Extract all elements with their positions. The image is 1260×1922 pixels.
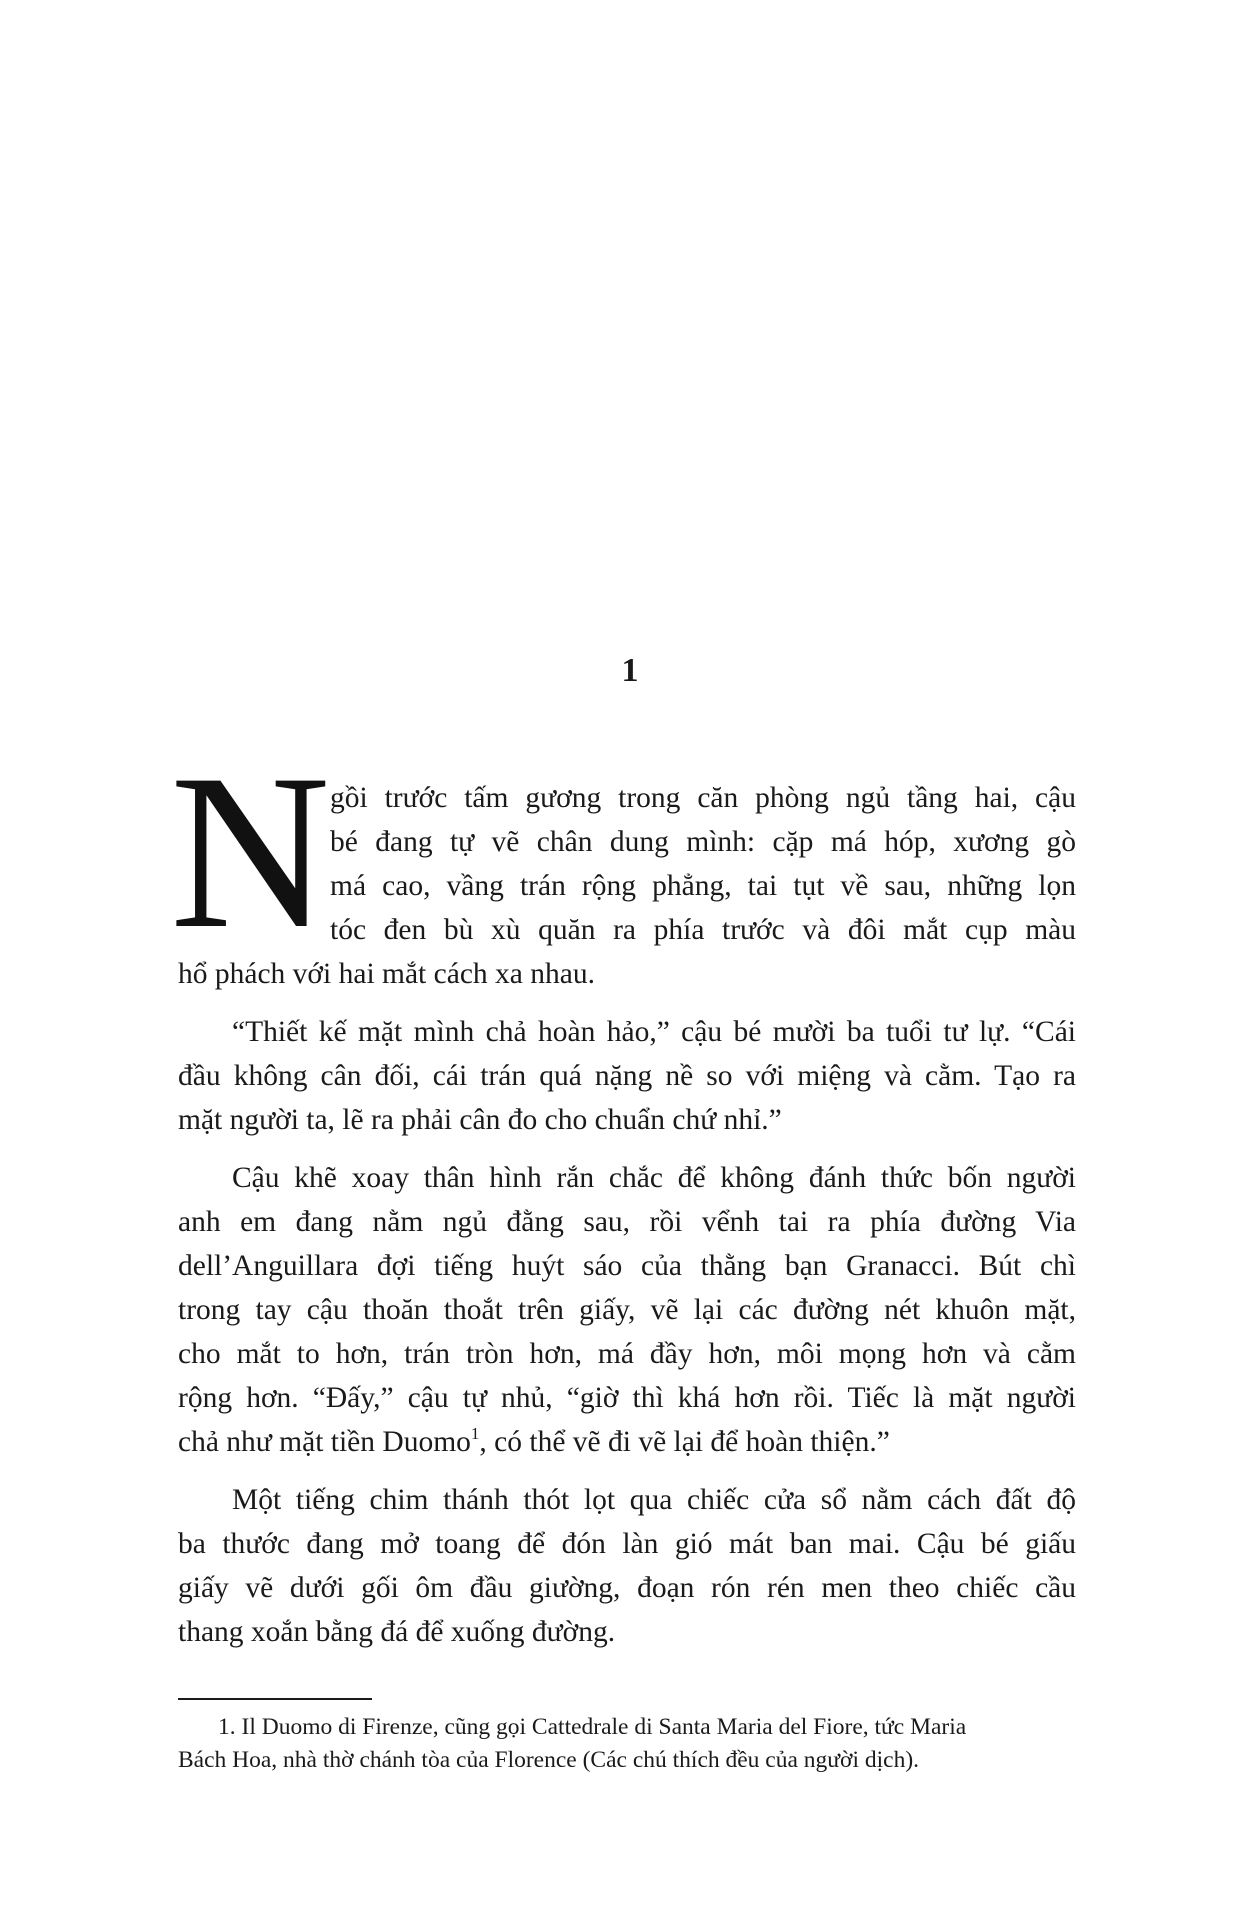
text-line: hổ phách với hai mắt cách xa nhau. [178, 958, 595, 990]
text-segment: , có thể vẽ đi vẽ lại để hoàn thiện.” [479, 1426, 890, 1458]
footnote-line: 1. Il Duomo di Firenze, cũng gọi Cattedrale di Santa Maria del Fiore, tức Maria [218, 1714, 967, 1740]
text-line: rộng hơn. “Đấy,” cậu tự nhủ, “giờ thì khá hơn rồi. Tiếc là mặt người [178, 1382, 1076, 1414]
drop-cap: N [170, 729, 331, 975]
text-line: má cao, vầng trán rộng phẳng, tai tụt về sau, những lọn [330, 870, 1076, 902]
text-line: đầu không cân đối, cái trán quá nặng nề so với miệng và cằm. Tạo ra [178, 1060, 1076, 1092]
text-line: bé đang tự vẽ chân dung mình: cặp má hóp, xương gò [330, 826, 1076, 858]
paragraph-1 [170, 729, 1076, 996]
text-line [178, 1420, 1076, 1464]
text-line: cho mắt to hơn, trán tròn hơn, má đầy hơn, môi mọng hơn và cằm [178, 1338, 1076, 1370]
text-line: ba thước đang mở toang để đón làn gió mát ban mai. Cậu bé giấu [178, 1528, 1076, 1560]
text-line: giấy vẽ dưới gối ôm đầu giường, đoạn rón rén men theo chiếc cầu [178, 1572, 1076, 1604]
text-line: dell’Anguillara đợi tiếng huýt sáo của thằng bạn Granacci. Bút chì [178, 1250, 1076, 1282]
text-line: gồi trước tấm gương trong căn phòng ngủ tầng hai, cậu [330, 782, 1076, 814]
text-segment: chả như mặt tiền Duomo [178, 1426, 471, 1458]
footnote [178, 1711, 1076, 1777]
paragraph-2 [178, 1010, 1076, 1142]
footnote-divider [178, 1698, 372, 1700]
text-line: Một tiếng chim thánh thót lọt qua chiếc cửa sổ nằm cách đất độ [232, 1484, 1076, 1516]
body-text [170, 729, 1076, 1654]
text-line: tóc đen bù xù quăn ra phía trước và đôi mắt cụp màu [330, 914, 1076, 946]
text-line: anh em đang nằm ngủ đằng sau, rồi vểnh tai ra phía đường Via [178, 1206, 1076, 1238]
paragraph-3 [178, 1156, 1076, 1464]
paragraph-4 [178, 1478, 1076, 1654]
chapter-number: 1 [621, 652, 639, 689]
text-line: thang xoắn bằng đá để xuống đường. [178, 1616, 616, 1648]
text-line: mặt người ta, lẽ ra phải cân đo cho chuẩn chứ nhỉ.” [178, 1104, 782, 1136]
text-line: trong tay cậu thoăn thoắt trên giấy, vẽ lại các đường nét khuôn mặt, [178, 1294, 1076, 1326]
footnote-line: Bách Hoa, nhà thờ chánh tòa của Florence (Các chú thích đều của người dịch). [178, 1747, 920, 1773]
text-line: “Thiết kế mặt mình chả hoàn hảo,” cậu bé mười ba tuổi tư lự. “Cái [232, 1016, 1076, 1048]
footnote-ref[interactable]: 1 [470, 1424, 480, 1443]
text-line: Cậu khẽ xoay thân hình rắn chắc để không đánh thức bốn người [232, 1162, 1076, 1194]
